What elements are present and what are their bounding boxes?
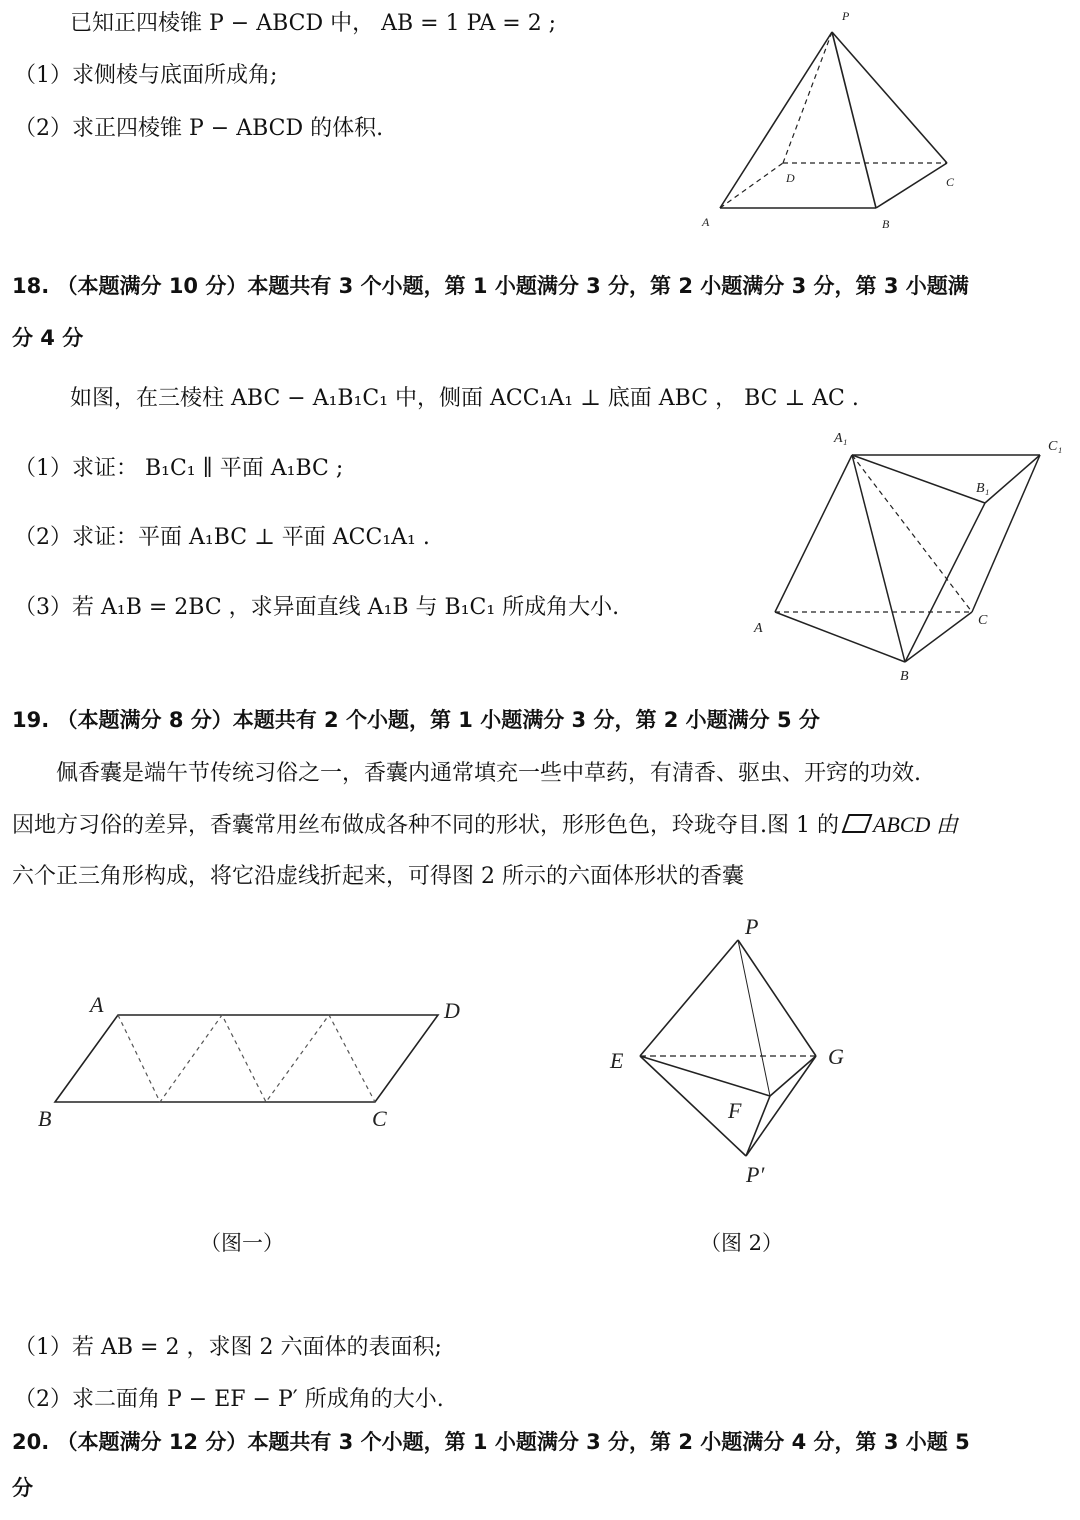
q20-header-line1: 20. （本题满分 12 分）本题共有 3 个小题，第 1 小题满分 3 分，第 2 小题满分 4 分，第 3 小题 5 — [12, 1430, 970, 1454]
q17-pyramid-figure — [690, 0, 980, 240]
q18-label-B1: B₁ — [976, 481, 990, 496]
q18-intro: 如图，在三棱柱 ABC − A₁B₁C₁ 中，侧面 ACC₁A₁ ⊥ 底面 ABC ， BC ⊥ AC . — [70, 386, 859, 411]
q18-part3: （3）若 A₁B = 2BC ，求异面直线 A₁B 与 B₁C₁ 所成角大小. — [14, 595, 620, 620]
q19-figure1-caption: （图一） — [200, 1231, 284, 1255]
q19-figure2-hexahedron — [600, 910, 880, 1190]
q19-fig2-label-P: P — [745, 914, 759, 939]
q17-intro: 已知正四棱锥 P − ABCD 中， AB = 1 PA = 2 ; — [70, 11, 557, 36]
q18-header-line2: 分 4 分 — [12, 326, 84, 350]
q19-part1: （1）若 AB = 2 ，求图 2 六面体的表面积; — [14, 1335, 442, 1360]
q17-label-D: D — [786, 171, 795, 185]
q18-label-C1: C₁ — [1048, 439, 1063, 454]
parallelogram-icon — [842, 814, 873, 833]
q19-fig1-label-D: D — [444, 998, 460, 1023]
q18-header-line1: 18. （本题满分 10 分）本题共有 3 个小题，第 1 小题满分 3 分，第 2 小题满分 3 分，第 3 小题满 — [12, 274, 969, 298]
q17-label-P: P — [842, 9, 850, 23]
q19-fig2-label-E: E — [610, 1048, 624, 1073]
q19-text-line2-b: ABCD 由 — [872, 812, 958, 837]
q18-label-A1: A₁ — [834, 431, 848, 446]
q20-header-line2: 分 — [12, 1476, 33, 1500]
q18-part1: （1）求证： B₁C₁ ∥ 平面 A₁BC ; — [14, 456, 344, 481]
q19-part2: （2）求二面角 P − EF − P′ 所成角的大小. — [14, 1387, 444, 1412]
q19-fig2-label-P2: P′ — [746, 1162, 765, 1187]
q18-part2: （2）求证：平面 A₁BC ⊥ 平面 ACC₁A₁ . — [14, 525, 430, 550]
q19-text-line3: 六个正三角形构成，将它沿虚线折起来，可得图 2 所示的六面体形状的香囊 — [12, 864, 744, 889]
q19-fig1-label-B: B — [38, 1106, 52, 1131]
q18-prism-figure — [740, 420, 1080, 690]
q18-label-A: A — [754, 621, 763, 636]
q17-label-A: A — [702, 215, 710, 229]
q17-label-B: B — [882, 217, 890, 231]
q19-fig1-label-C: C — [372, 1106, 387, 1131]
q17-part1: （1）求侧棱与底面所成角; — [14, 63, 278, 88]
q19-header: 19. （本题满分 8 分）本题共有 2 个小题，第 1 小题满分 3 分，第 2 小题满分 5 分 — [12, 708, 820, 732]
q19-text-line2-a: 因地方习俗的差异，香囊常用丝布做成各种不同的形状，形形色色，玲珑夺目.图 1 的 — [12, 813, 839, 838]
q19-fig1-label-A: A — [90, 992, 104, 1017]
q19-fig2-label-G: G — [828, 1044, 844, 1069]
q18-label-C: C — [978, 613, 988, 628]
q17-part2: （2）求正四棱锥 P − ABCD 的体积. — [14, 116, 384, 141]
q19-figure1-net — [30, 990, 480, 1140]
q19-fig2-label-F: F — [728, 1098, 742, 1123]
q19-figure2-caption: （图 2） — [700, 1231, 784, 1255]
q17-label-C: C — [946, 175, 955, 189]
q18-label-B: B — [900, 669, 909, 684]
q19-text-line1: 佩香囊是端午节传统习俗之一，香囊内通常填充一些中草药，有清香、驱虫、开窍的功效. — [56, 761, 921, 786]
q19-text-line2 — [12, 811, 958, 840]
